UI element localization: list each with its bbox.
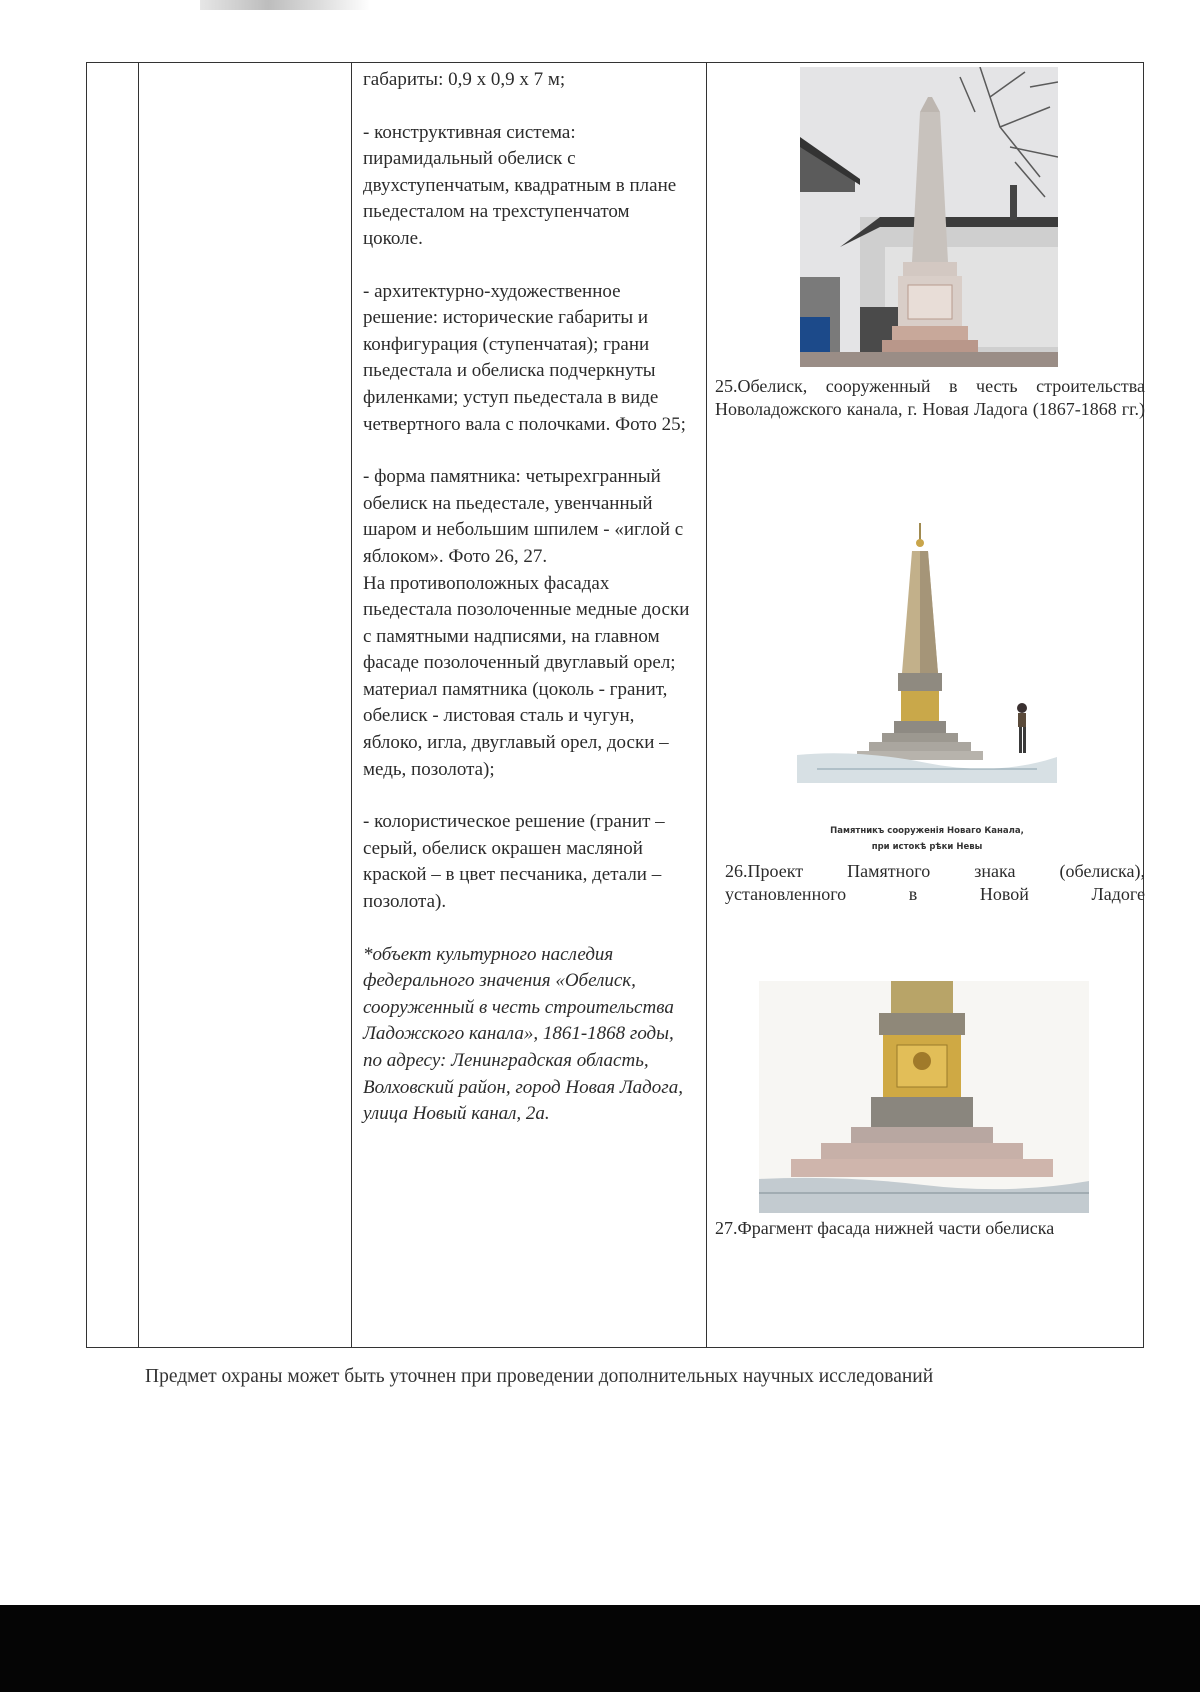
description-cell (352, 63, 707, 1348)
monument-form-text: - форма памятника: четырехгранный обелиск на пьедестале, увенчанный шаром и небольшим шпилем - «иглой с яблоком». Фото 26, 27. (363, 466, 684, 567)
obelisk-base-fragment (759, 981, 1089, 1213)
lithograph-title-2: при истокѣ рѣки Невы (871, 842, 983, 852)
scan-smudge (200, 0, 370, 10)
scan-bottom-border (0, 1605, 1200, 1692)
photo-25-caption: 25.Обелиск, сооруженный в честь строительства Новоладожского канала, г. Новая Ладога (1867-1868 гг.) (715, 376, 1145, 419)
monument-plaques-text: На противоположных фасадах пьедестала позолоченные медные доски с памятными надписями, на главном фасаде позолоченный двуглавый орел; материал памятника (цоколь - гранит, обелиск - листовая сталь и чугун, яблоко, игла, двуглавый орел, доски – медь, позолота); (363, 572, 690, 780)
structural-system-text: - конструктивная система: пирамидальный обелиск с двухступенчатым, квадратным в плане пьедесталом на трехступенчатом цоколе. (363, 121, 677, 249)
dimensions-text: габариты: 0,9 х 0,9 х 7 м; (363, 69, 566, 90)
obelisk-lithograph (787, 523, 1067, 783)
obelisk-photo (800, 67, 1058, 367)
footer-note: Предмет охраны может быть уточнен при проведении дополнительных научных исследований (145, 1366, 934, 1387)
table-row (87, 63, 1144, 1348)
protection-table (86, 62, 1144, 1348)
drawing-26-caption: 26.Проект Памятного знака (обелиска), установленного в Новой Ладоге (725, 861, 1145, 904)
category-cell (139, 63, 352, 1348)
number-cell (87, 63, 139, 1348)
color-solution-text: - колористическое решение (гранит – серый, обелиск окрашен масляной краской – в цвет песчаника, детали – позолота). (363, 811, 665, 913)
architectural-solution-text: - архитектурно-художественное решение: исторические габариты и конфигурация (ступенчатая); грани пьедестала и обелиска подчеркнуты филенками; уступ пьедестала в виде четвертного вала с полочками. Фото 25; (363, 280, 686, 435)
photos-cell (707, 63, 1144, 1348)
lithograph-title-1: Памятникъ сооруженія Новаго Канала, (830, 826, 1024, 836)
fragment-27-caption: 27.Фрагмент фасада нижней части обелиска (715, 1218, 1055, 1238)
heritage-note-text: *объект культурного наследия федерального значения «Обелиск, сооруженный в честь строительства Ладожского канала», 1861-1868 годы, по адресу: Ленинградская область, Волховский район, город Новая Ладога, улица Новый канал, 2а. (363, 943, 683, 1125)
